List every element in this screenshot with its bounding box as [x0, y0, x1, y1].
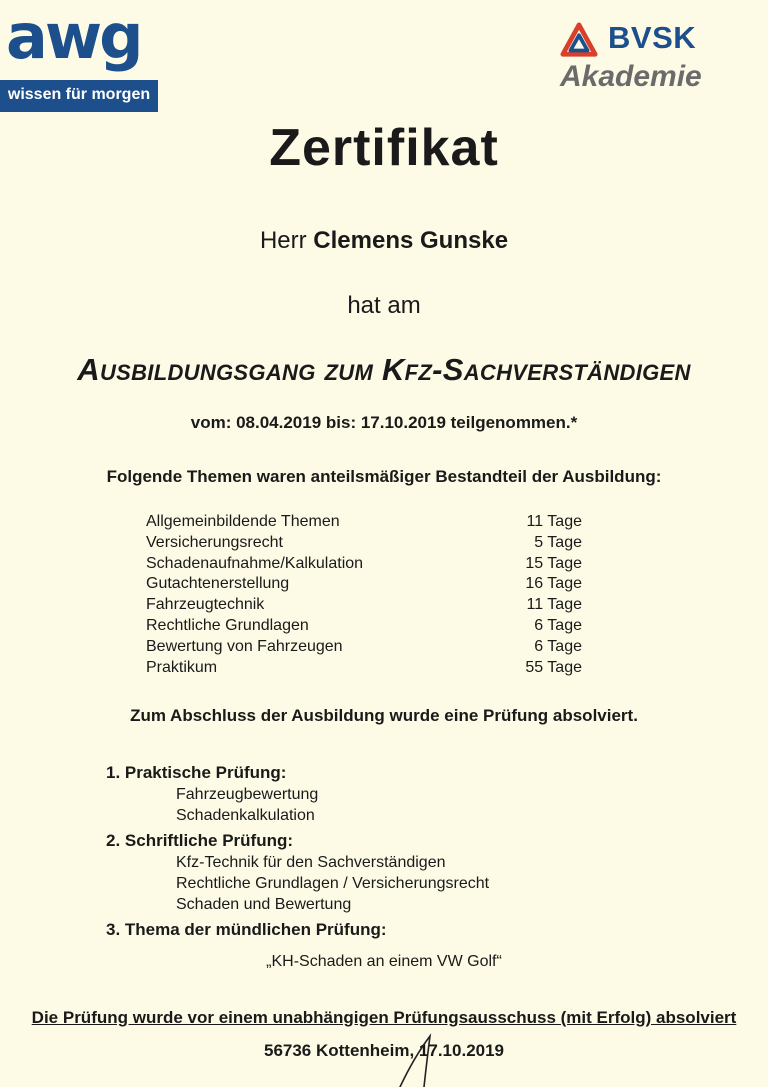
topic-row: [146, 657, 582, 678]
participation-period: vom: 08.04.2019 bis: 17.10.2019 teilgenommen.*: [190, 413, 578, 432]
awg-logo: [0, 0, 158, 103]
topic-row: [146, 532, 582, 553]
bvsk-logo-subtitle: Akademie: [560, 60, 702, 93]
topic-days: 6 Tage: [534, 637, 582, 655]
exam-subitem: Fahrzeugbewertung: [176, 786, 319, 803]
exam-subitem: Schaden und Bewertung: [176, 896, 352, 913]
exam-label: 3. Thema der mündlichen Prüfung:: [106, 920, 387, 939]
topic-days: 6 Tage: [534, 616, 582, 634]
topic-days: 11 Tage: [526, 596, 582, 614]
topic-days: 5 Tage: [534, 533, 582, 551]
exam-heading: Zum Abschluss der Ausbildung wurde eine Prüfung absolviert.: [130, 706, 638, 725]
topic-row: [146, 615, 582, 636]
recipient-salutation: Herr: [259, 227, 307, 254]
place-date: 56736 Kottenheim, 17.10.2019: [263, 1041, 505, 1060]
recipient-line: [0, 227, 768, 255]
topic-name: Versicherungsrecht: [146, 533, 283, 551]
exam-subitem: Rechtliche Grundlagen / Versicherungsrecht: [176, 875, 490, 892]
certificate-title: Zertifikat: [269, 119, 499, 177]
bvsk-triangle-icon: [560, 22, 598, 60]
topic-name: Schadenaufnahme/Kalkulation: [146, 554, 364, 572]
topic-days: 55 Tage: [525, 658, 582, 676]
topic-row: [146, 594, 582, 615]
topics-heading: Folgende Themen waren anteilsmäßiger Bestandteil der Ausbildung:: [106, 467, 662, 486]
topic-row: [146, 511, 582, 532]
signature-stroke: [380, 1030, 460, 1087]
awg-logo-word: awg: [6, 0, 141, 73]
exam-label: 1. Praktische Prüfung:: [106, 763, 287, 782]
recipient-name: Clemens Gunske: [313, 227, 509, 254]
exam-oral: [106, 919, 626, 941]
topic-name: Rechtliche Grundlagen: [146, 616, 309, 634]
exam-practical: [106, 762, 626, 826]
topic-days: 11 Tage: [526, 513, 582, 530]
committee-note: Die Prüfung wurde vor einem unabhängigen Prüfungsausschuss (mit Erfolg) absolviert: [31, 1008, 737, 1027]
exam-subitem: Schadenkalkulation: [176, 807, 315, 824]
topic-name: Praktikum: [146, 658, 218, 676]
bvsk-logo-name: BVSK: [608, 20, 697, 55]
course-title: Ausbildungsgang zum Kfz-Sachverständigen: [77, 352, 691, 387]
exam-written: [106, 830, 626, 915]
awg-logo-tagline: wissen für morgen: [0, 80, 158, 112]
exam-label: 2. Schriftliche Prüfung:: [106, 831, 294, 850]
topic-row: [146, 573, 582, 594]
topic-row: [146, 553, 582, 574]
exam-list: [106, 762, 626, 945]
topics-list: [146, 511, 582, 677]
topic-days: 16 Tage: [525, 575, 582, 593]
oral-exam-topic: „KH-Schaden an einem VW Golf“: [266, 953, 502, 970]
topic-days: 15 Tage: [525, 554, 582, 572]
bvsk-logo: [556, 20, 716, 100]
topic-name: Bewertung von Fahrzeugen: [146, 637, 343, 655]
topic-name: Fahrzeugtechnik: [146, 596, 265, 614]
topic-row: [146, 636, 582, 657]
exam-subitem: Kfz-Technik für den Sachverständigen: [176, 854, 446, 871]
hat-am-text: hat am: [347, 292, 421, 319]
topic-name: Gutachtenerstellung: [146, 575, 290, 593]
topic-name: Allgemeinbildende Themen: [146, 513, 340, 530]
